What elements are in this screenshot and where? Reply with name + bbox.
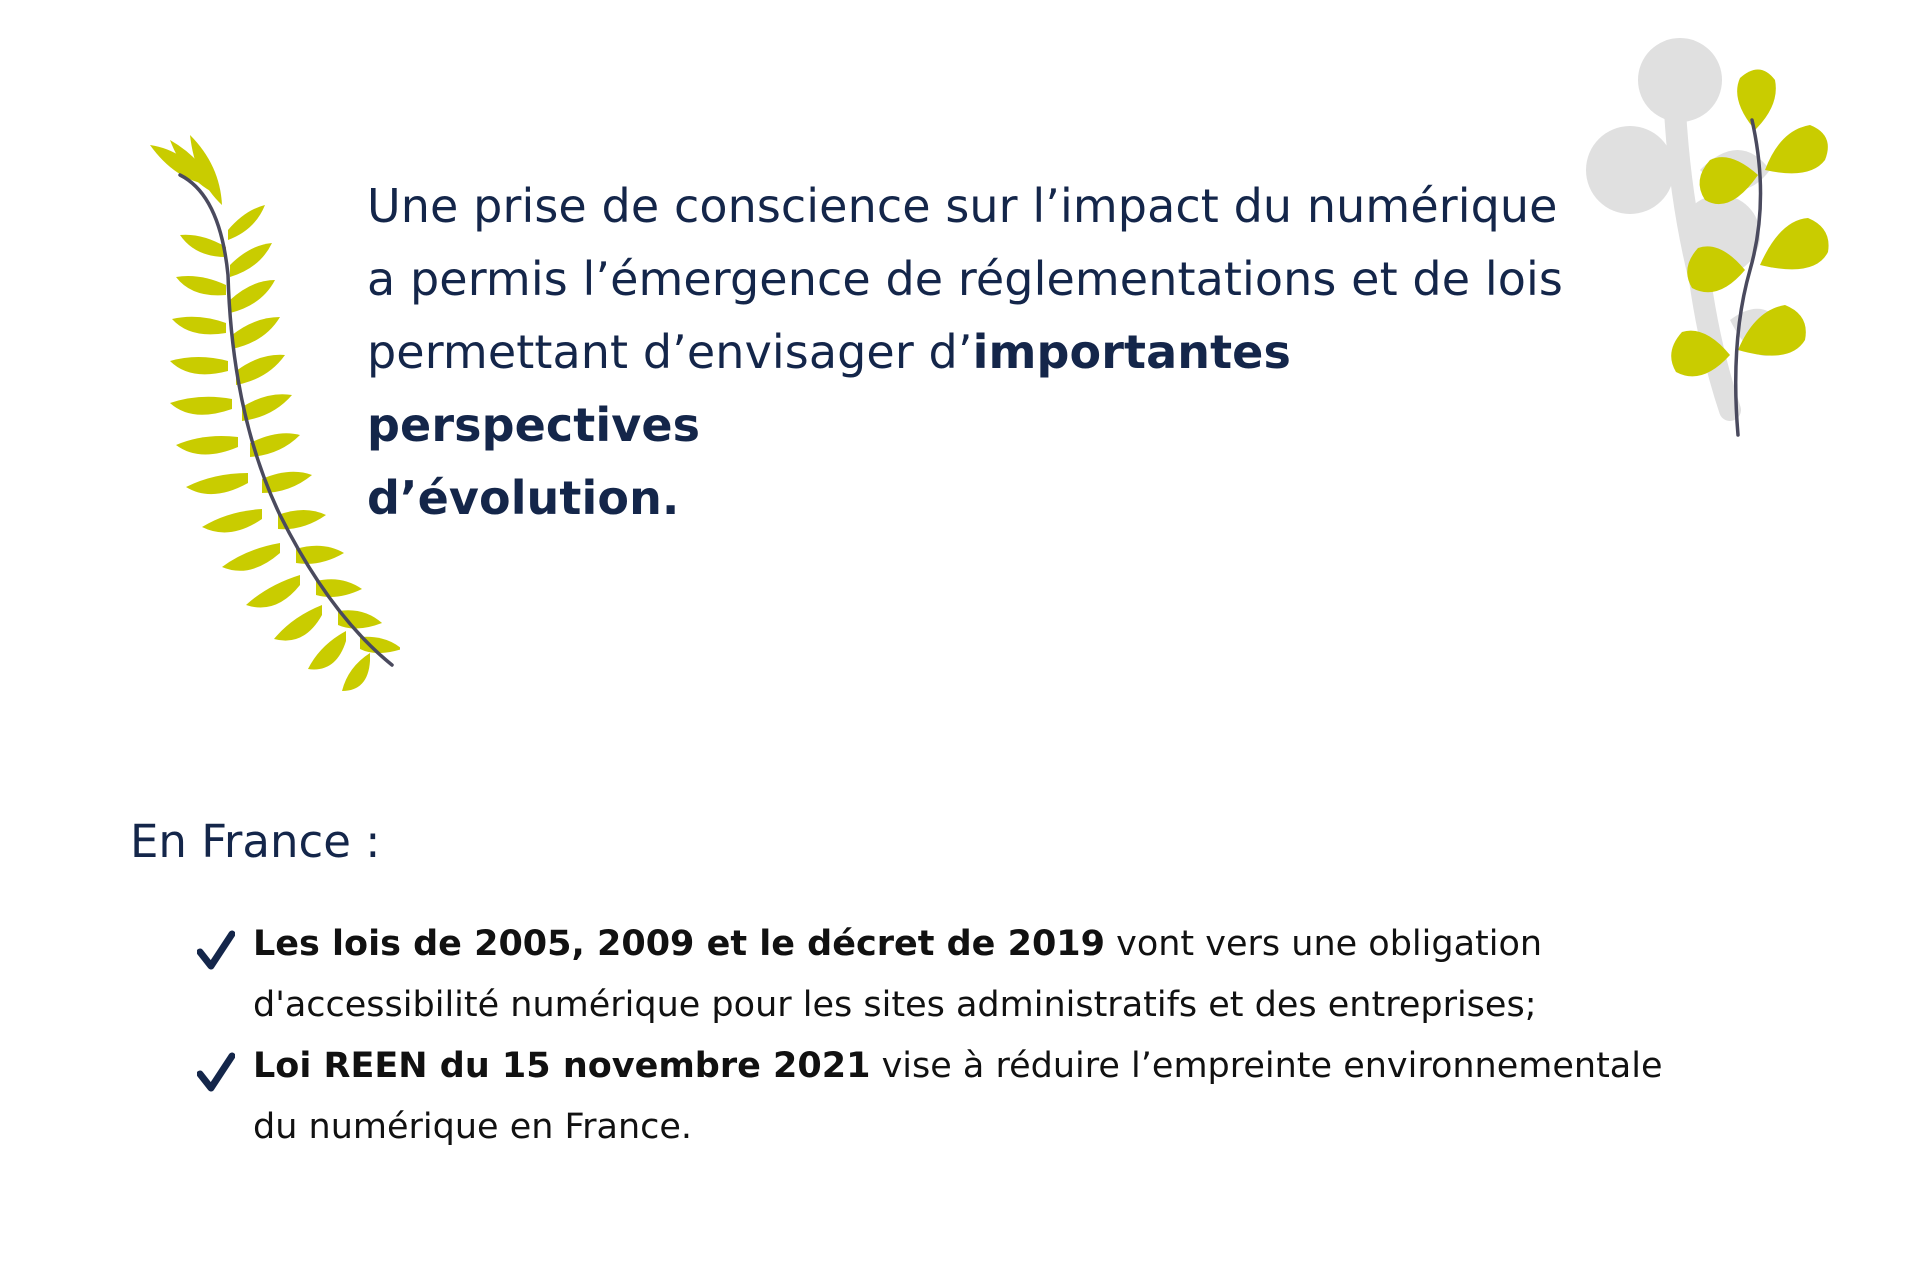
list-item-text: vise à réduire l’empreinte environnementale du numérique en France.: [253, 1046, 1663, 1147]
list-item-bold: Les lois de 2005, 2009 et le décret de 2019: [253, 924, 1105, 964]
intro-line-3: permettant d’envisager d’: [367, 325, 973, 379]
section-title: En France :: [130, 815, 381, 868]
intro-paragraph: [367, 170, 1607, 535]
intro-line-1: Une prise de conscience sur l’impact du numérique: [367, 179, 1558, 233]
law-checklist: [193, 914, 1673, 1158]
checkmark-icon: [197, 930, 235, 970]
list-item: [193, 1036, 1673, 1158]
list-item-bold: Loi REEN du 15 novembre 2021: [253, 1046, 871, 1086]
list-item-text: vont vers une obligation d'accessibilité numérique pour les sites administratifs et des entreprises;: [253, 924, 1543, 1025]
round-leaf-branch-illustration: [1580, 20, 1840, 450]
list-item: [193, 914, 1673, 1036]
intro-highlight: importantes perspectives: [367, 325, 1291, 452]
checkmark-icon: [197, 1052, 235, 1092]
intro-highlight-end: d’évolution.: [367, 471, 680, 525]
intro-line-2: a permis l’émergence de réglementations et de lois: [367, 252, 1563, 306]
fern-branch-illustration: [140, 135, 400, 695]
